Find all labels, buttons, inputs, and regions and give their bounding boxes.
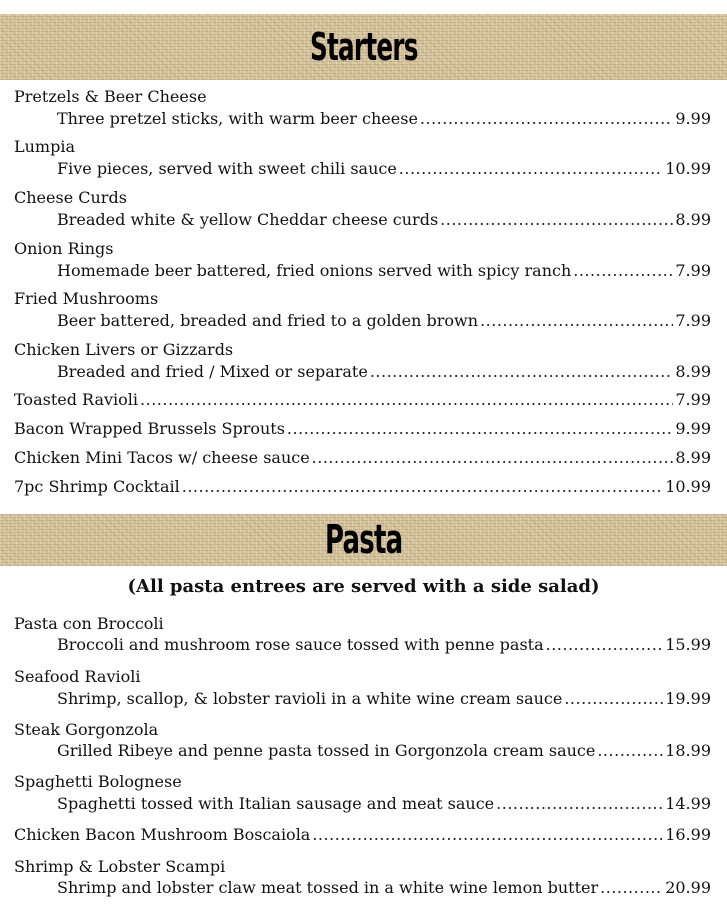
menu-item-name: Pasta con Broccoli	[14, 614, 164, 633]
menu-item-name: Spaghetti Bolognese	[14, 772, 182, 791]
dot-leader	[399, 159, 663, 179]
menu-item-name: Steak Gorgonzola	[14, 720, 159, 739]
dot-leader	[440, 210, 673, 230]
menu-item-name: Lumpia	[14, 137, 75, 156]
menu-item-line	[14, 825, 711, 845]
menu-item-description-line	[57, 878, 711, 898]
starters-banner	[0, 14, 727, 80]
menu-item-price: 7.99	[675, 261, 711, 280]
menu-item-description-line	[57, 311, 711, 331]
dot-leader	[140, 390, 673, 410]
menu-item-price: 8.99	[675, 210, 711, 229]
menu-item-price: 10.99	[665, 159, 711, 178]
pasta-banner	[0, 514, 727, 566]
menu-item-name: Cheese Curds	[14, 188, 127, 207]
menu-item-name: Shrimp & Lobster Scampi	[14, 857, 226, 876]
dot-leader	[312, 825, 663, 845]
menu-item-description-line	[57, 261, 711, 281]
menu-item-price: 9.99	[675, 109, 711, 128]
menu-item-name: Bacon Wrapped Brussels Sprouts	[14, 419, 285, 438]
menu-item-price: 15.99	[665, 635, 711, 654]
dot-leader	[182, 477, 663, 497]
menu-item-description: Grilled Ribeye and penne pasta tossed in Gorgonzola cream sauce	[57, 741, 596, 760]
menu-item-description-line	[57, 159, 711, 179]
menu-item-description: Three pretzel sticks, with warm beer cheese	[57, 109, 418, 128]
menu-item-price: 20.99	[665, 878, 711, 897]
dot-leader	[546, 635, 664, 655]
menu-item-line	[14, 390, 711, 410]
menu-item-price: 14.99	[665, 794, 711, 813]
menu-item-line	[14, 448, 711, 468]
menu-item-price: 9.99	[675, 419, 711, 438]
dot-leader	[564, 689, 663, 709]
menu-item-description-line	[57, 109, 711, 129]
dot-leader	[312, 448, 674, 468]
dot-leader	[420, 109, 673, 129]
section-title-pasta: Pasta	[324, 517, 403, 563]
menu-item-price: 18.99	[665, 741, 711, 760]
menu-item-description-line	[57, 794, 711, 814]
menu-item-name: Chicken Bacon Mushroom Boscaiola	[14, 825, 311, 844]
dot-leader	[573, 261, 673, 281]
pasta-note: (All pasta entrees are served with a side salad)	[127, 576, 600, 597]
menu-item-description-line	[57, 210, 711, 230]
menu-item-name: Fried Mushrooms	[14, 289, 159, 308]
menu-item-price: 7.99	[675, 311, 711, 330]
dot-leader	[496, 794, 663, 814]
menu-item-description: Shrimp, scallop, & lobster ravioli in a white wine cream sauce	[57, 689, 563, 708]
dot-leader	[370, 362, 674, 382]
menu-item-description: Breaded and fried / Mixed or separate	[57, 362, 368, 381]
menu-item-description: Shrimp and lobster claw meat tossed in a white wine lemon butter	[57, 878, 599, 897]
menu-item-description: Homemade beer battered, fried onions served with spicy ranch	[57, 261, 572, 280]
menu-item-description: Beer battered, breaded and fried to a golden brown	[57, 311, 479, 330]
menu-item-name: Onion Rings	[14, 239, 114, 258]
menu-item-description-line	[57, 741, 711, 761]
dot-leader	[597, 741, 663, 761]
menu-item-name: 7pc Shrimp Cocktail	[14, 477, 180, 496]
menu-item-name: Pretzels & Beer Cheese	[14, 87, 207, 106]
dot-leader	[600, 878, 663, 898]
menu-item-description: Broccoli and mushroom rose sauce tossed with penne pasta	[57, 635, 544, 654]
menu-item-description: Breaded white & yellow Cheddar cheese curds	[57, 210, 439, 229]
menu-item-price: 8.99	[675, 448, 711, 467]
menu-item-name: Chicken Livers or Gizzards	[14, 340, 234, 359]
menu-item-name: Chicken Mini Tacos w/ cheese sauce	[14, 448, 310, 467]
menu-item-price: 10.99	[665, 477, 711, 496]
menu-item-name: Seafood Ravioli	[14, 667, 141, 686]
menu-item-description-line	[57, 635, 711, 655]
menu-item-price: 7.99	[675, 390, 711, 409]
menu-item-line	[14, 477, 711, 497]
menu-item-description-line	[57, 689, 711, 709]
dot-leader	[480, 311, 673, 331]
menu-item-price: 8.99	[675, 362, 711, 381]
menu-item-name: Toasted Ravioli	[14, 390, 139, 409]
section-title-starters: Starters	[309, 25, 418, 69]
menu-item-description: Five pieces, served with sweet chili sauce	[57, 159, 397, 178]
menu-item-description: Spaghetti tossed with Italian sausage and meat sauce	[57, 794, 495, 813]
menu-item-price: 16.99	[665, 825, 711, 844]
dot-leader	[287, 419, 673, 439]
menu-item-description-line	[57, 362, 711, 382]
menu-item-price: 19.99	[665, 689, 711, 708]
menu-item-line	[14, 419, 711, 439]
